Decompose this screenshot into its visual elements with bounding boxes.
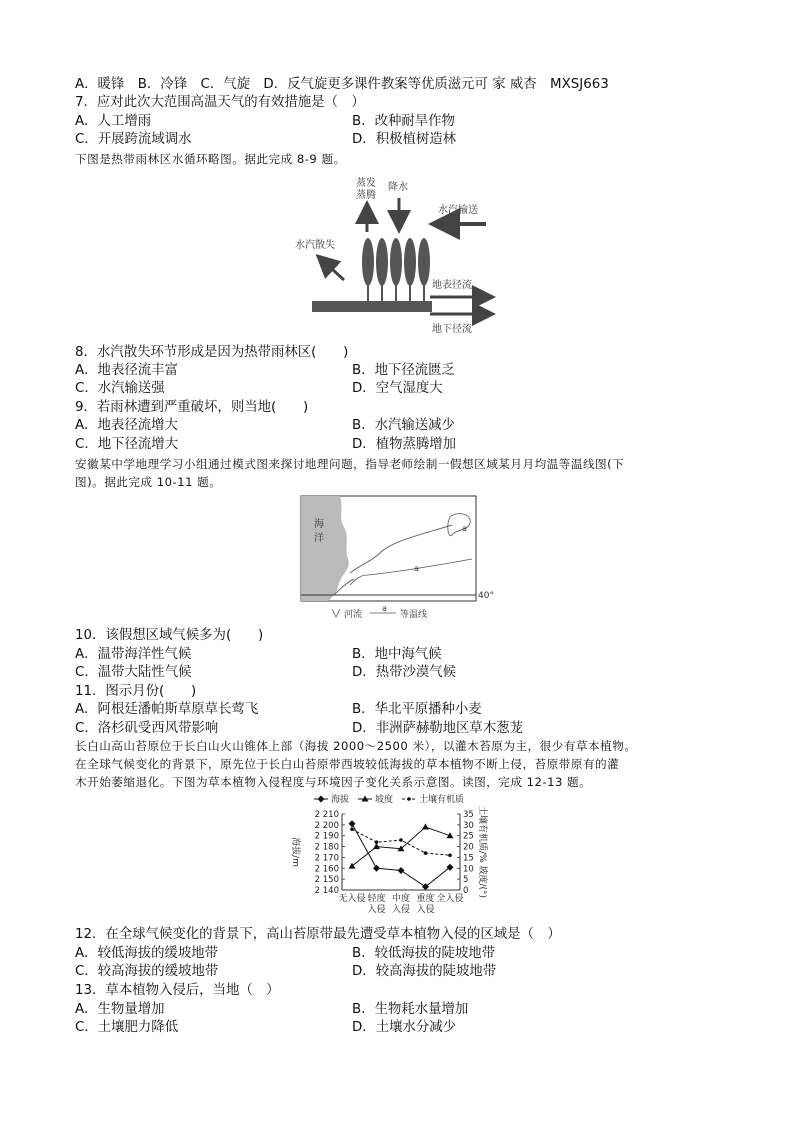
q13-option-a: A．生物量增加 — [75, 1002, 165, 1017]
data-point — [350, 827, 354, 831]
q6-options: A．暖锋 B．冷锋 C．气旋 D．反气旋更多课件教案等优质滋元可 家 威杏 MXSJ663 — [75, 77, 609, 92]
intro-8-9: 下图是热带雨林区水循环略图。据此完成 8-9 题。 — [75, 152, 346, 166]
q11-option-b: B．华北平原播种小麦 — [352, 702, 482, 717]
data-point — [349, 820, 356, 827]
q13-option-c: C．土壤肥力降低 — [75, 1020, 179, 1035]
data-point — [375, 840, 379, 844]
legend-isotherm-mark: a — [382, 604, 387, 613]
q11-option-a: A．阿根廷潘帕斯草原草长莺飞 — [75, 702, 259, 717]
legend-isotherm-label: 等温线 — [400, 610, 428, 620]
ground-runoff-label: 地下径流 — [432, 324, 472, 335]
y-tick-label: 2 200 — [314, 820, 339, 831]
loss-label: 水汽散失 — [295, 240, 335, 251]
y2-tick-label: 20 — [463, 842, 474, 853]
intro-12-13-line1: 长白山高山苔原位于长白山火山锥体上部（海拔 2000～2500 米），以灌木苔原为主，很少有草本植物。 — [75, 739, 637, 753]
latitude-40-label: 40° — [478, 591, 494, 601]
y2-tick-label: 15 — [463, 853, 474, 864]
rainforest-trees — [362, 238, 430, 302]
legend-label: 海拔 — [331, 795, 350, 805]
loss-arrow — [320, 258, 344, 280]
x-tick-label: 入侵 — [391, 905, 411, 915]
ground-bar — [312, 301, 432, 312]
q8-option-b: B．地下径流匮乏 — [352, 363, 455, 378]
data-point — [424, 851, 428, 855]
series-海拔 — [349, 820, 454, 890]
data-point — [422, 824, 429, 830]
intro-10-11-line2: 图)。据此完成 10-11 题。 — [75, 475, 222, 489]
data-point — [373, 865, 380, 872]
q11-option-c: C．洛杉矶受西风带影响 — [75, 721, 219, 736]
q9-option-d: D．植物蒸腾增加 — [352, 437, 457, 452]
y2-axis-label: 土壤有机质/% 坡度/(°) — [477, 806, 487, 898]
q7-option-c: C．开展跨流域调水 — [75, 132, 192, 147]
rain-label: 降水 — [388, 182, 408, 193]
surface-runoff-label: 地表径流 — [432, 280, 472, 291]
invasion-chart — [280, 790, 520, 922]
x-tick-label: 入侵 — [416, 905, 435, 915]
q11-option-d: D．非洲萨赫勒地区草木葱茏 — [352, 721, 523, 736]
y2-tick-label: 5 — [463, 875, 469, 886]
x-tick-label: 重度 — [416, 894, 435, 904]
q9-stem: 9．若雨林遭到严重破坏，则当地( ) — [75, 400, 309, 415]
x-tick-label: 轻度 — [367, 894, 386, 904]
q12-option-c: C．较高海拔的缓坡地带 — [75, 964, 219, 979]
q9-option-b: B．水汽输送减少 — [352, 418, 455, 433]
y2-tick-label: 0 — [463, 886, 469, 896]
intro-10-11-line1: 安徽某中学地理学习小组通过模式图来探讨地理问题，指导老师绘制一假想区域某月月均温等温线图(下 — [75, 457, 625, 471]
water-cycle-figure — [290, 170, 500, 340]
y2-tick-label: 10 — [463, 864, 474, 875]
ocean-label-1: 海 — [314, 519, 324, 530]
evap-label-1: 蒸发 — [356, 178, 376, 189]
legend-river-label: 河流 — [344, 610, 363, 620]
ocean-label-2: 洋 — [314, 533, 324, 544]
data-point — [399, 838, 403, 842]
y-tick-label: 2 190 — [314, 831, 339, 842]
legend-river-icon — [332, 609, 340, 617]
q7-stem: 7．应对此次大范围高温天气的有效措施是（ ） — [75, 95, 365, 110]
q8-option-d: D．空气湿度大 — [352, 381, 443, 396]
q12-option-a: A．较低海拔的缓坡地带 — [75, 946, 219, 961]
transport-label: 水汽输送 — [438, 205, 478, 216]
q7-option-a: A．人工增雨 — [75, 114, 152, 129]
q11-stem: 11．图示月份( ) — [75, 684, 197, 699]
y-tick-label: 2 170 — [314, 853, 339, 864]
legend-label: 坡度 — [375, 795, 394, 805]
x-tick-label: 全入侵 — [436, 894, 464, 904]
legend-label: 土壤有机质 — [419, 795, 465, 805]
q12-option-d: D．较高海拔的陡坡地带 — [352, 964, 497, 979]
y2-tick-label: 35 — [463, 810, 474, 820]
data-point — [349, 863, 356, 869]
q7-option-b: B．改种耐旱作物 — [352, 114, 455, 129]
q13-option-d: D．土壤水分减少 — [352, 1020, 457, 1035]
y2-tick-label: 25 — [463, 831, 474, 842]
isotherm-closed-label: a — [462, 524, 467, 533]
q9-option-a: A．地表径流增大 — [75, 418, 178, 433]
q12-option-b: B．较低海拔的陡坡地带 — [352, 946, 496, 961]
q10-stem: 10．该假想区域气候多为( ) — [75, 628, 264, 643]
x-tick-label: 中度 — [391, 894, 411, 904]
y-tick-label: 2 150 — [314, 875, 339, 886]
x-tick-label: 入侵 — [367, 905, 386, 915]
evap-label-2: 蒸腾 — [356, 190, 376, 201]
q12-stem: 12．在全球气候变化的背景下，高山苔原带最先遭受草本植物入侵的区域是（ ） — [75, 927, 561, 942]
series-土壤有机质 — [350, 827, 452, 857]
q10-option-d: D．热带沙漠气候 — [352, 665, 457, 680]
y-tick-label: 2 140 — [314, 886, 339, 896]
y-tick-label: 2 180 — [314, 842, 339, 853]
y-tick-label: 2 210 — [314, 810, 339, 820]
q7-option-d: D．积极植树造林 — [352, 132, 457, 147]
q10-option-b: B．地中海气候 — [352, 647, 442, 662]
y2-tick-label: 30 — [463, 820, 474, 831]
intro-12-13-line2: 在全球气候变化的背景下，原先位于长白山苔原带西坡较低海拔的草本植物不断上侵，苔原带原有的灌 — [75, 757, 620, 771]
q8-stem: 8．水汽散失环节形成是因为热带雨林区( ) — [75, 345, 349, 360]
q10-option-c: C．温带大陆性气候 — [75, 665, 192, 680]
q10-option-a: A．温带海洋性气候 — [75, 647, 192, 662]
y-axis-label: 海拔/m — [290, 837, 300, 867]
data-point — [398, 867, 405, 874]
q13-option-b: B．生物耗水量增加 — [352, 1002, 469, 1017]
y-tick-label: 2 160 — [314, 864, 339, 875]
x-tick-label: 无入侵 — [338, 894, 366, 904]
q8-option-a: A．地表径流丰富 — [75, 363, 178, 378]
series-line — [352, 824, 450, 887]
isotherm-map — [300, 495, 500, 620]
intro-12-13-line3: 木开始萎缩退化。下图为草本植物入侵程度与环境因子变化关系示意图。读图，完成 12-13 题。 — [75, 775, 592, 789]
q13-stem: 13．草本植物入侵后，当地（ ） — [75, 983, 280, 998]
isotherm-a-label: a — [414, 564, 419, 573]
data-point — [318, 796, 325, 803]
data-point — [407, 797, 411, 801]
q9-option-c: C．地下径流增大 — [75, 437, 179, 452]
data-point — [448, 853, 452, 857]
q8-option-c: C．水汽输送强 — [75, 381, 165, 396]
